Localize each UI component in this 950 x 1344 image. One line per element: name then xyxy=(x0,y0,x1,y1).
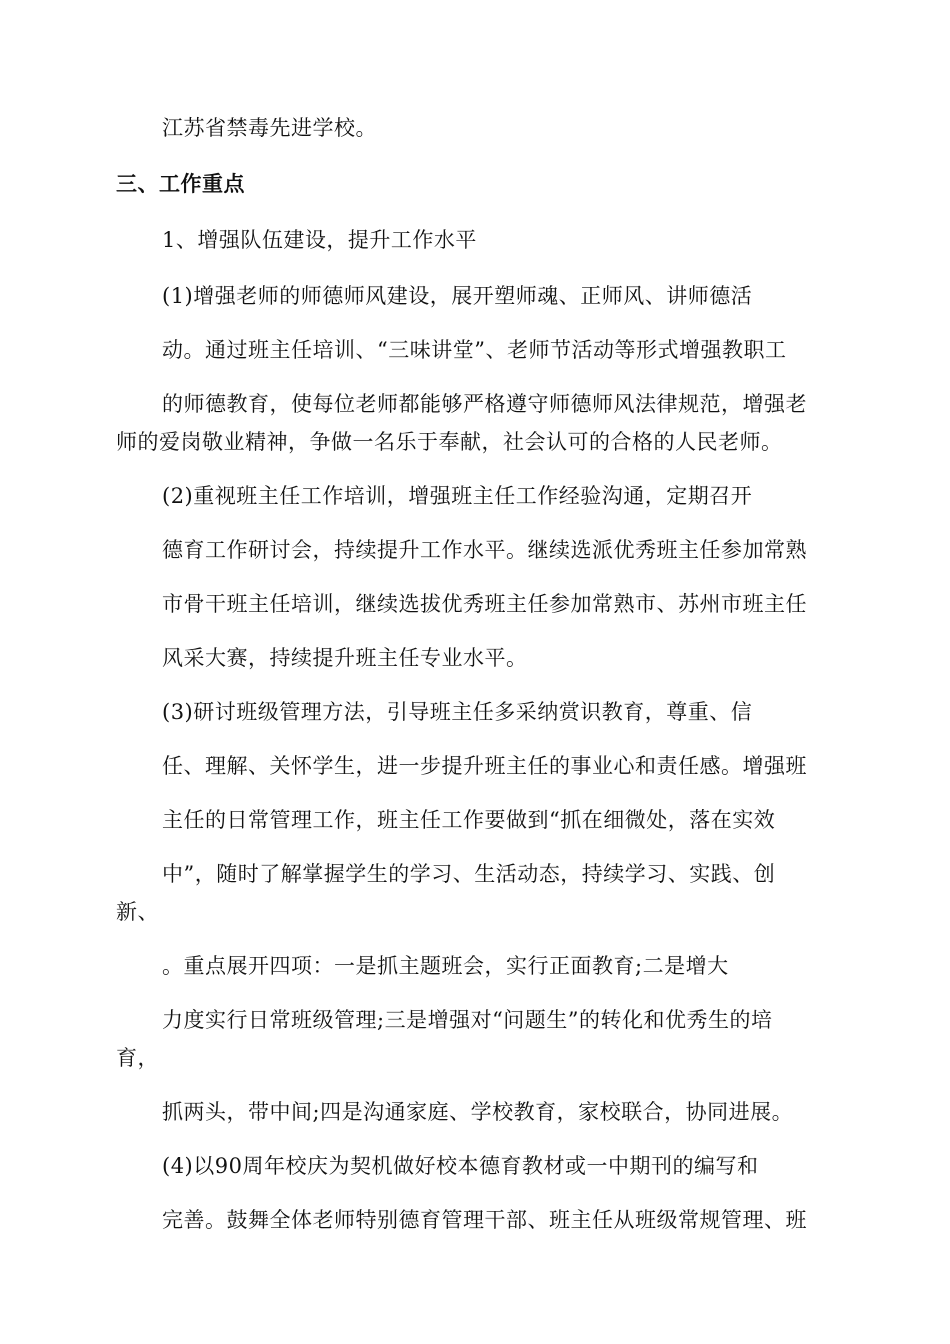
subsection-heading: 1、增强队伍建设，提升工作水平 xyxy=(162,228,477,252)
paragraph-line-22: 完善。鼓舞全体老师特别德育管理干部、班主任从班级常规管理、班 xyxy=(162,1208,807,1232)
paragraph-line-8: (2)重视班主任工作培训，增强班主任工作经验沟通，定期召开 xyxy=(162,484,753,508)
paragraph-line-6: 的师德教育，使每位老师都能够严格遵守师德师风法律规范，增强老 xyxy=(162,392,807,416)
paragraph-line-4: (1)增强老师的师德师风建设，展开塑师魂、正师风、讲师德活 xyxy=(162,284,753,308)
paragraph-line-12: (3)研讨班级管理方法，引导班主任多采纳赏识教育，尊重、信 xyxy=(162,700,753,724)
paragraph-line-20: 抓两头，带中间;四是沟通家庭、学校教育，家校联合，协同进展。 xyxy=(162,1100,794,1124)
paragraph-line-13: 任、理解、关怀学生，进一步提升班主任的事业心和责任感。增强班 xyxy=(162,754,807,778)
paragraph-line-7: 师的爱岗敬业精神，争做一名乐于奉献，社会认可的合格的人民老师。 xyxy=(116,430,783,454)
paragraph-line-21: (4)以90周年校庆为契机做好校本德育教材或一中期刊的编写和 xyxy=(162,1154,759,1178)
paragraph-line-16: 新、 xyxy=(116,900,159,924)
section-heading: 三、工作重点 xyxy=(116,171,245,196)
paragraph-line-5: 动。通过班主任培训、“三味讲堂”、老师节活动等形式增强教职工 xyxy=(162,338,787,362)
paragraph-line-10: 市骨干班主任培训，继续选拔优秀班主任参加常熟市、苏州市班主任 xyxy=(162,592,807,616)
paragraph-line-1: 江苏省禁毒先进学校。 xyxy=(162,116,377,140)
paragraph-line-14: 主任的日常管理工作，班主任工作要做到“抓在细微处，落在实效 xyxy=(162,808,776,832)
paragraph-line-19: 育， xyxy=(116,1046,159,1070)
paragraph-line-9: 德育工作研讨会，持续提升工作水平。继续选派优秀班主任参加常熟 xyxy=(162,538,807,562)
paragraph-line-15: 中”，随时了解掌握学生的学习、生活动态，持续学习、实践、创 xyxy=(162,862,776,886)
paragraph-line-17: 。重点展开四项：一是抓主题班会，实行正面教育;二是增大 xyxy=(162,954,729,978)
paragraph-line-11: 风采大赛，持续提升班主任专业水平。 xyxy=(162,646,528,670)
paragraph-line-18: 力度实行日常班级管理;三是增强对“问题生”的转化和优秀生的培 xyxy=(162,1008,773,1032)
